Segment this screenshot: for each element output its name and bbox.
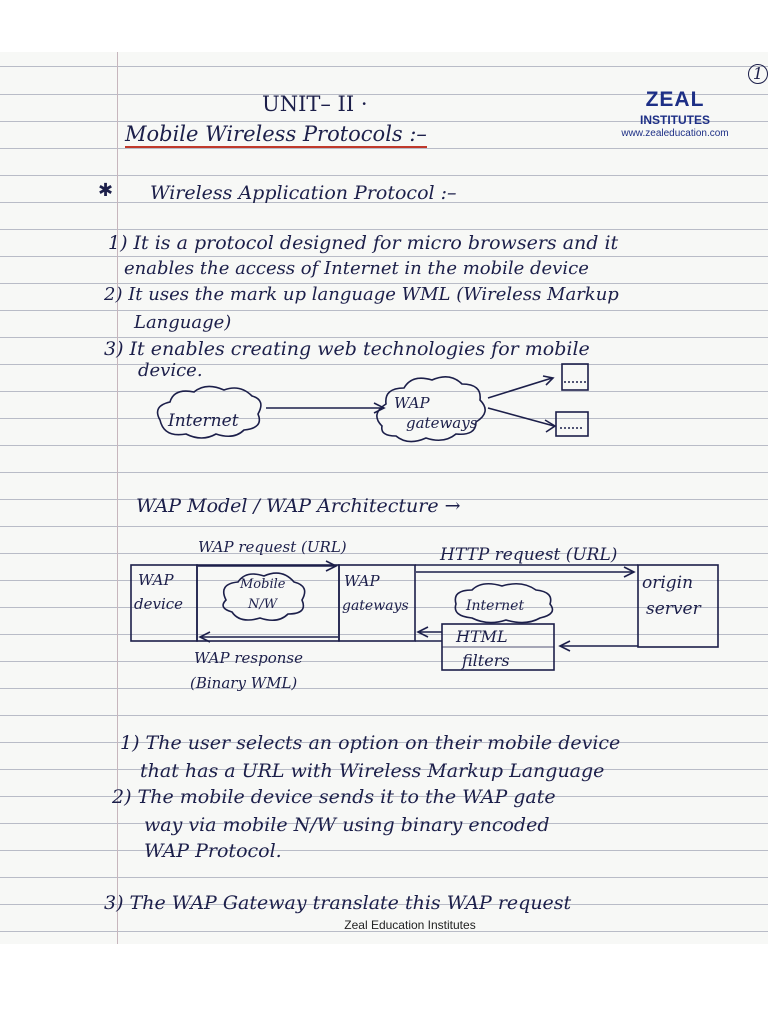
unit-title: UNIT– II ·	[262, 92, 368, 116]
intro-line-5: 3) It enables creating web technologies for mobile	[104, 338, 590, 360]
step-line-4: way via mobile N/W using binary encoded	[144, 814, 550, 836]
arrow-gateway-device-1	[488, 378, 552, 398]
model-heading: WAP Model / WAP Architecture →	[136, 495, 461, 517]
origin-server-label-2: server	[646, 599, 701, 619]
logo-subtitle: INSTITUTES	[639, 113, 710, 127]
section-bullet: ✱	[98, 180, 114, 201]
origin-server-label-1: origin	[642, 573, 694, 593]
arrow-gateway-device-2	[488, 408, 554, 426]
wap-gateways-label-1: WAP	[344, 572, 380, 590]
intro-line-6: device.	[138, 360, 203, 381]
page-title: Mobile Wireless Protocols :–	[125, 122, 427, 146]
wap-device-label-1: WAP	[138, 571, 174, 589]
html-filters-label-1: HTML	[456, 627, 508, 646]
internet-model-label: Internet	[466, 598, 525, 614]
intro-line-4: Language)	[134, 312, 232, 333]
intro-line-3: 2) It uses the mark up language WML (Wireless Markup	[104, 284, 619, 305]
logo-url: www.zealeducation.com	[621, 128, 729, 139]
page-number: 1	[748, 64, 768, 84]
step-line-6: 3) The WAP Gateway translate this WAP request	[104, 892, 572, 914]
mobile-nw-label-1: Mobile	[240, 577, 286, 592]
wap-gateways-label-2: gateways	[342, 598, 409, 614]
mobile-device-2	[556, 412, 588, 436]
mobile-device-1	[562, 364, 588, 390]
http-request-label: HTTP request (URL)	[440, 545, 618, 565]
wap-response-label-1: WAP response	[194, 649, 303, 667]
footer-watermark: Zeal Education Institutes	[344, 918, 476, 932]
wap-response-label-2: (Binary WML)	[190, 674, 298, 692]
intro-line-2: enables the access of Internet in the mobile device	[124, 258, 589, 279]
intro-line-1: 1) It is a protocol designed for micro browsers and it	[108, 232, 619, 254]
wap-gateway-label-1: WAP	[394, 394, 430, 412]
logo-name: ZEAL	[645, 88, 705, 111]
internet-label: Internet	[168, 411, 239, 431]
wap-device-label-2: device	[134, 595, 184, 613]
mobile-nw-label-2: N/W	[248, 597, 278, 612]
step-line-3: 2) The mobile device sends it to the WAP gate	[112, 786, 556, 808]
step-line-5: WAP Protocol.	[144, 840, 282, 862]
step-line-2: that has a URL with Wireless Markup Language	[140, 760, 605, 782]
wap-request-label: WAP request (URL)	[198, 538, 347, 556]
wap-gateway-label-2: gateways	[406, 414, 478, 432]
section-heading: Wireless Application Protocol :–	[150, 182, 457, 204]
html-filters-label-2: filters	[462, 651, 510, 670]
step-line-1: 1) The user selects an option on their mobile device	[120, 732, 621, 754]
